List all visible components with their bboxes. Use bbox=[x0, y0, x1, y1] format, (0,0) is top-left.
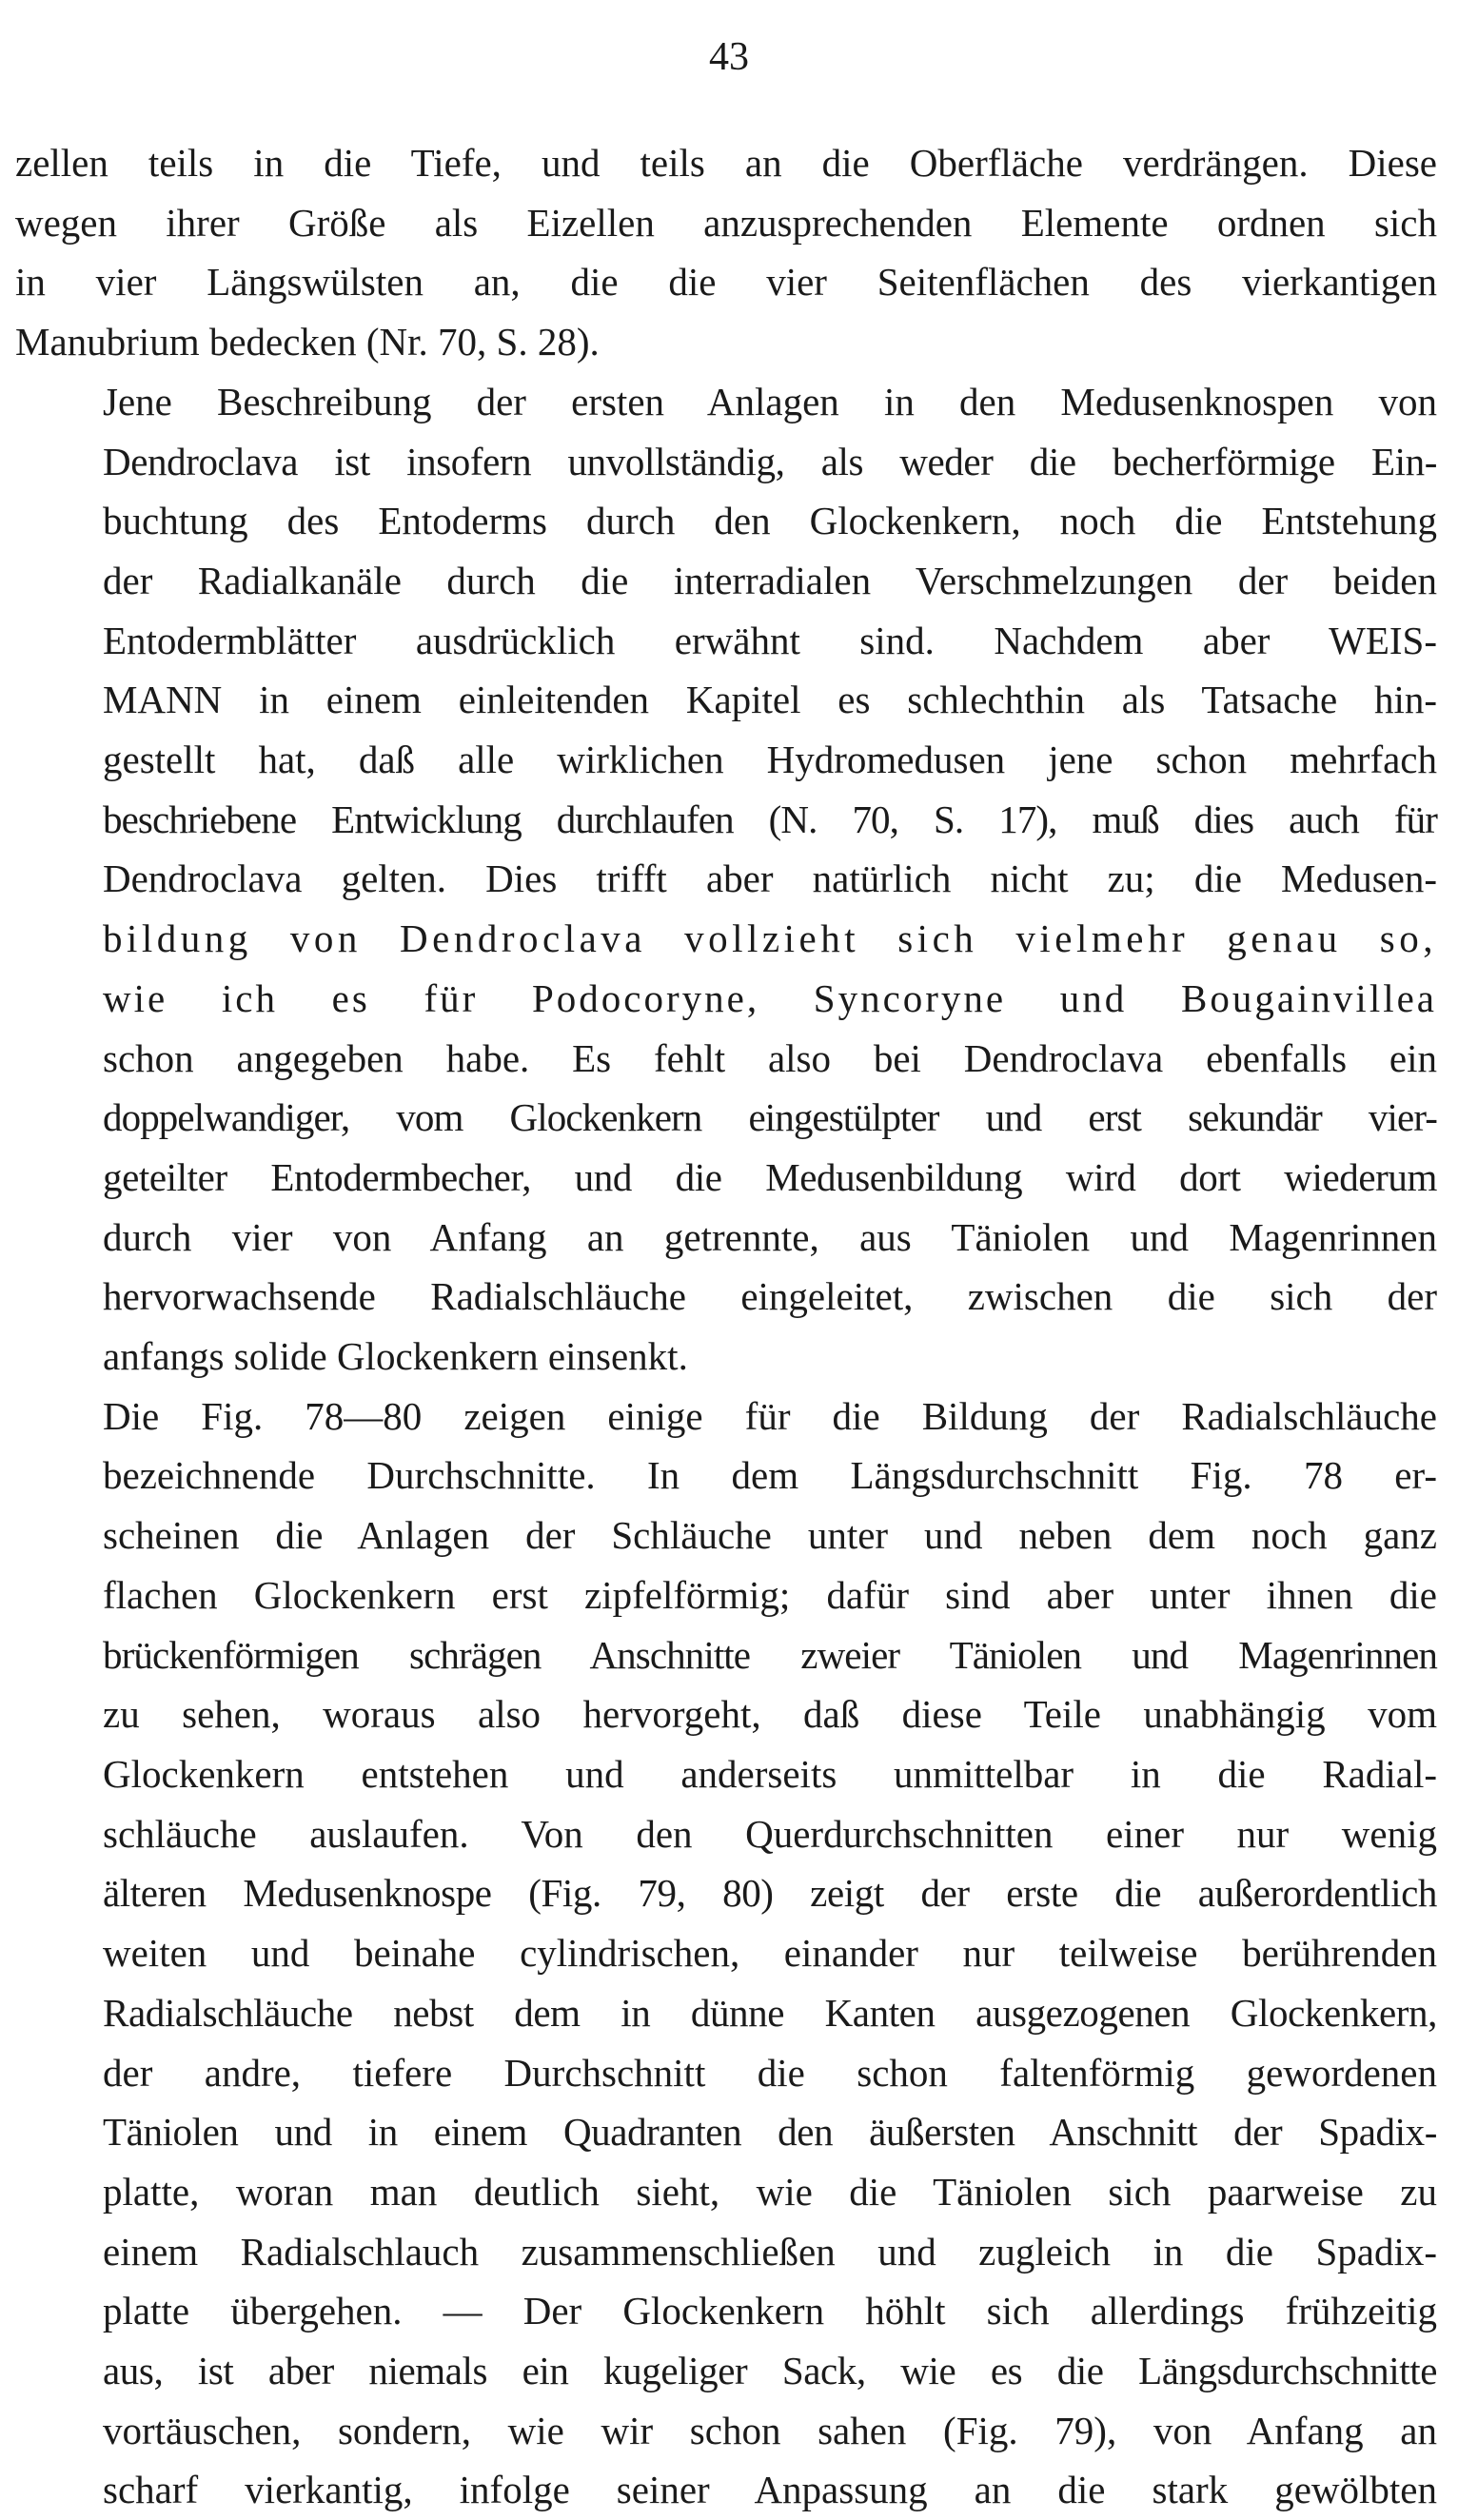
text-line: bezeichnende Durchschnitte. In dem Längsdurchschnitt Fig. 78 er- bbox=[103, 1453, 1437, 1498]
text-line: Glockenkern entstehen und anderseits unmittelbar in die Radial- bbox=[103, 1751, 1437, 1796]
text-line: bildung von Dendroclava vollzieht sich vielmehr genau so, bbox=[103, 916, 1437, 961]
text-line: buchtung des Entoderms durch den Glockenkern, noch die Entstehung bbox=[103, 499, 1437, 543]
paragraph-2 bbox=[15, 372, 1437, 1387]
text-line: zu sehen, woraus also hervorgeht, daß diese Teile unabhängig vom bbox=[103, 1692, 1437, 1737]
text-line: schläuche auslaufen. Von den Querdurchschnitten einer nur wenig bbox=[103, 1811, 1437, 1856]
text-line: vortäuschen, sondern, wie wir schon sahen (Fig. 79), von Anfang an bbox=[103, 2408, 1437, 2452]
text-line: weiten und beinahe cylindrischen, einander nur teilweise berührenden bbox=[103, 1931, 1437, 1976]
text-line: wegen ihrer Größe als Eizellen anzusprechenden Elemente ordnen sich bbox=[15, 200, 1437, 245]
text-line: Radialschläuche nebst dem in dünne Kanten ausgezogenen Glockenkern, bbox=[103, 1990, 1437, 2035]
text-line: Dendroclava ist insofern unvollständig, als weder die becherförmige Ein- bbox=[103, 439, 1437, 483]
text-line: scharf vierkantig, infolge seiner Anpassung an die stark gewölbten bbox=[103, 2468, 1437, 2512]
text-line: der andre, tiefere Durchschnitt die schon faltenförmig gewordenen bbox=[103, 2050, 1437, 2095]
text-line: in vier Längswülsten an, die die vier Seitenflächen des vierkantigen bbox=[15, 260, 1437, 305]
text-line: einem Radialschlauch zusammenschließen und zugleich in die Spadix- bbox=[103, 2229, 1437, 2274]
text-line: beschriebene Entwicklung durchlaufen (N. 70, S. 17), muß dies auch für bbox=[103, 797, 1437, 841]
text-line: anfangs solide Glockenkern einsenkt. bbox=[103, 1334, 688, 1379]
text-line: der Radialkanäle durch die interradialen Verschmelzungen der beiden bbox=[103, 558, 1437, 602]
text-line: platte, woran man deutlich sieht, wie die Täniolen sich paarweise zu bbox=[103, 2169, 1437, 2214]
text-line: Täniolen und in einem Quadranten den äußersten Anschnitt der Spadix- bbox=[103, 2110, 1437, 2155]
text-line: gestellt hat, daß alle wirklichen Hydromedusen jene schon mehrfach bbox=[103, 738, 1437, 782]
text-line: zellen teils in die Tiefe, und teils an die Oberfläche verdrängen. Diese bbox=[15, 141, 1437, 185]
text-line: scheinen die Anlagen der Schläuche unter und neben dem noch ganz bbox=[103, 1513, 1437, 1558]
text-line: Dendroclava gelten. Dies trifft aber natürlich nicht zu; die Medusen- bbox=[103, 856, 1437, 901]
paragraph-1 bbox=[15, 133, 1437, 372]
text-line: durch vier von Anfang an getrennte, aus Täniolen und Magenrinnen bbox=[103, 1214, 1437, 1259]
text-line: aus, ist aber niemals ein kugeliger Sack, wie es die Längsdurchschnitte bbox=[103, 2349, 1437, 2393]
text-line: MANN in einem einleitenden Kapitel es schlechthin als Tatsache hin- bbox=[103, 678, 1437, 722]
text-line: hervorwachsende Radialschläuche eingeleitet, zwischen die sich der bbox=[103, 1274, 1437, 1319]
body-text bbox=[15, 133, 1437, 2520]
text-line: doppelwandiger, vom Glockenkern eingestülpter und erst sekundär vier- bbox=[103, 1095, 1437, 1140]
text-line: Die Fig. 78—80 zeigen einige für die Bildung der Radialschläuche bbox=[103, 1393, 1437, 1438]
text-line: geteilter Entodermbecher, und die Medusenbildung wird dort wiederum bbox=[103, 1154, 1437, 1199]
text-line: Jene Beschreibung der ersten Anlagen in den Medusenknospen von bbox=[103, 379, 1437, 423]
text-line: platte übergehen. — Der Glockenkern höhlt sich allerdings frühzeitig bbox=[103, 2289, 1437, 2333]
text-line: wie ich es für Podocoryne, Syncoryne und Bougainvillea bbox=[103, 975, 1437, 1020]
page-number: 43 bbox=[709, 35, 749, 79]
text-line: schon angegeben habe. Es fehlt also bei Dendroclava ebenfalls ein bbox=[103, 1035, 1437, 1080]
text-line: Entodermblätter ausdrücklich erwähnt sind. Nachdem aber WEIS- bbox=[103, 618, 1437, 662]
text-line: älteren Medusenknospe (Fig. 79, 80) zeigt der erste die außerordentlich bbox=[103, 1871, 1437, 1916]
text-line: Manubrium bedecken (Nr. 70, S. 28). bbox=[15, 320, 600, 364]
text-line: brückenförmigen schrägen Anschnitte zweier Täniolen und Magenrinnen bbox=[103, 1632, 1437, 1677]
paragraph-3 bbox=[15, 1387, 1437, 2520]
text-line: flachen Glockenkern erst zipfelförmig; dafür sind aber unter ihnen die bbox=[103, 1572, 1437, 1617]
